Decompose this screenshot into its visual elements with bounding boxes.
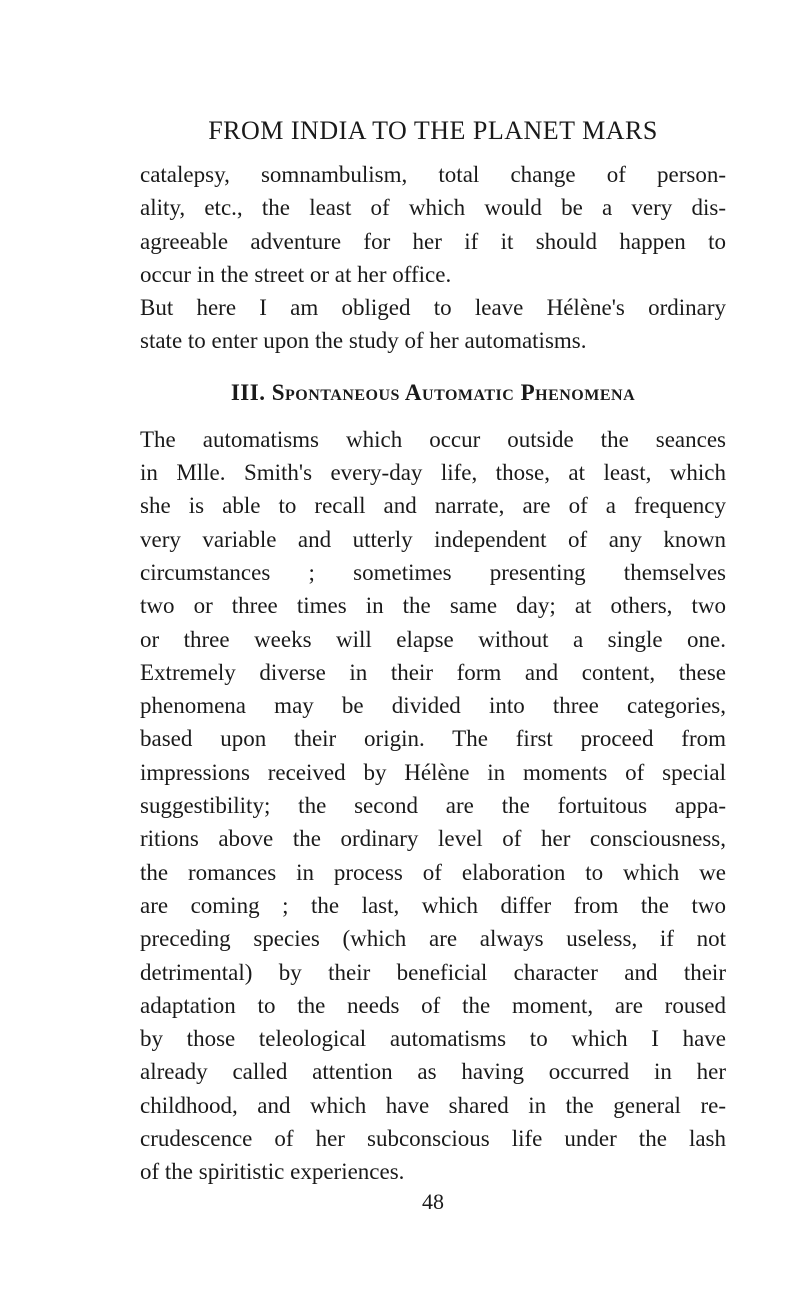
text-line: But here I am obliged to leave Hélène's ordinary [140, 295, 726, 321]
text-line: adaptation to the needs of the moment, are roused [140, 992, 726, 1018]
text-line: ritions above the ordinary level of her consciousness, [140, 826, 726, 852]
text-line: catalepsy, somnambulism, total change of person- [140, 162, 726, 187]
text-line: agreeable adventure for her if it should happen to [140, 228, 726, 254]
paragraph-1 [140, 158, 726, 291]
text-line: by those teleological automatisms to which I have [140, 1026, 726, 1052]
text-line: already called attention as having occurred in her [140, 1059, 726, 1085]
text-line: she is able to recall and narrate, are of a frequency [140, 493, 726, 519]
text-line: crudescence of her subconscious life under the lash [140, 1126, 726, 1152]
text-line: the romances in process of elaboration to which we [140, 859, 726, 885]
text-line: childhood, and which have shared in the general re- [140, 1092, 726, 1118]
text-line: very variable and utterly independent of any known [140, 526, 726, 552]
text-line: circumstances ; sometimes presenting themselves [140, 559, 726, 585]
paragraph-2 [140, 291, 726, 358]
text-line: or three weeks will elapse without a single one. [140, 626, 726, 652]
text-line: are coming ; the last, which differ from the two [140, 892, 726, 918]
text-line: state to enter upon the study of her automatisms. [140, 328, 587, 354]
book-page [140, 116, 726, 1215]
text-line: preceding species (which are always useless, if not [140, 926, 726, 952]
text-line: suggestibility; the second are the fortuitous appa- [140, 793, 726, 819]
section-heading: III. Spontaneous Automatic Phenomena [230, 379, 636, 405]
text-line: based upon their origin. The first proceed from [140, 726, 726, 752]
text-line: occur in the street or at her office. [140, 261, 452, 287]
text-line: in Mlle. Smith's every-day life, those, at least, which [140, 460, 726, 486]
text-line: Extremely diverse in their form and content, these [140, 659, 726, 685]
text-line: The automatisms which occur outside the seances [140, 426, 726, 452]
page-number: 48 [422, 1188, 444, 1214]
text-line: phenomena may be divided into three categories, [140, 693, 726, 719]
text-line: detrimental) by their beneficial character and their [140, 959, 726, 985]
paragraph-3 [140, 423, 726, 1189]
text-line: two or three times in the same day; at others, two [140, 593, 726, 619]
text-line: ality, etc., the least of which would be a very dis- [140, 195, 726, 221]
text-line: impressions received by Hélène in moments of special [140, 759, 726, 785]
running-head: FROM INDIA TO THE PLANET MARS [208, 116, 658, 145]
text-line: of the spiritistic experiences. [140, 1159, 405, 1185]
